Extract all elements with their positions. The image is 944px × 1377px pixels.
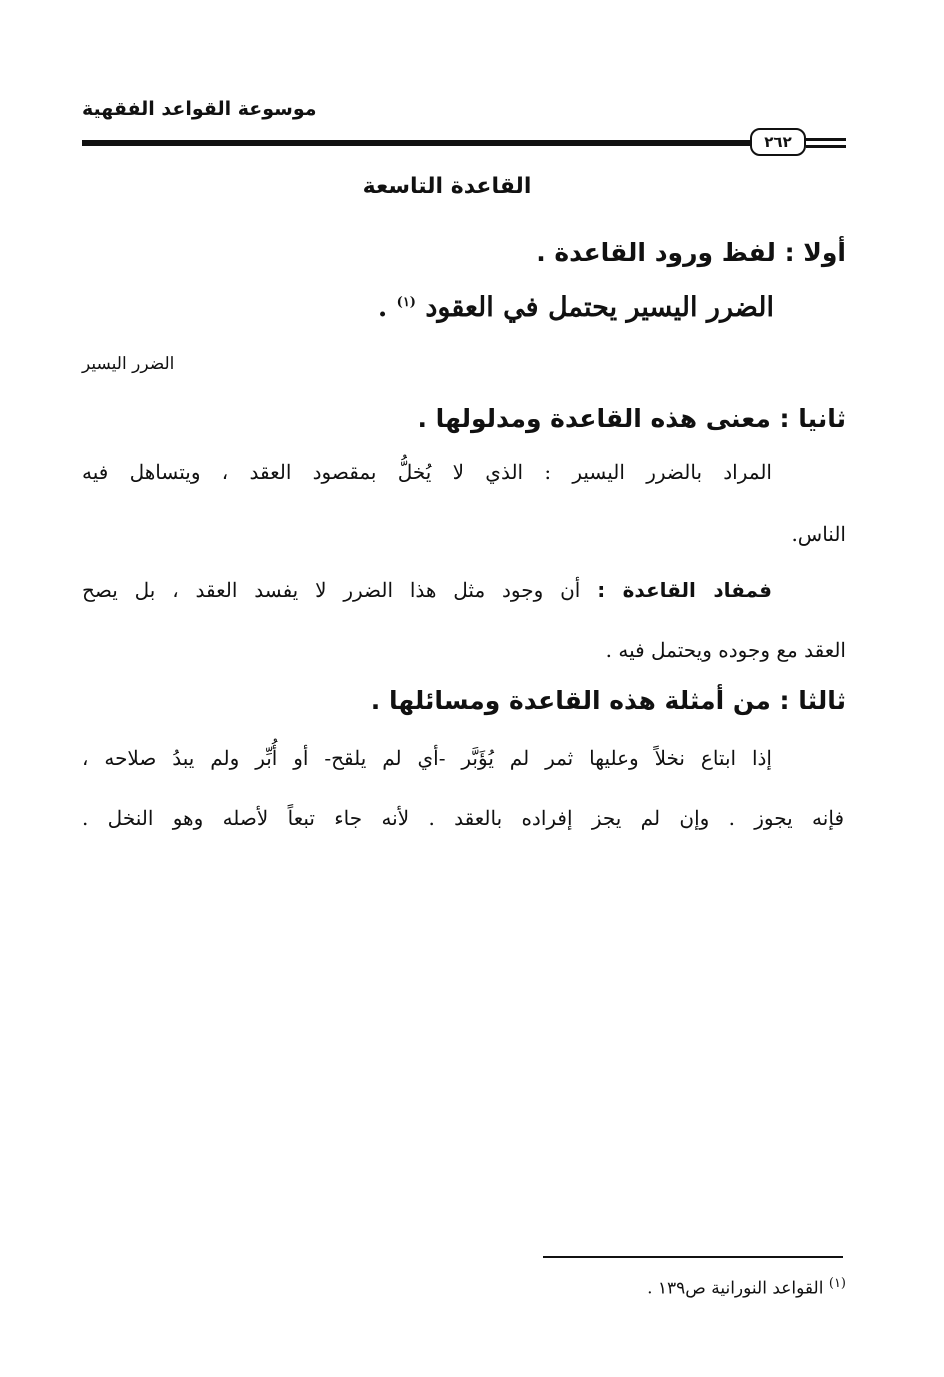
margin-note: الضرر اليسير xyxy=(82,354,175,374)
section-heading-first: أولا : لفظ ورود القاعدة . xyxy=(536,238,846,267)
paragraph-line: العقد مع وجوده ويحتمل فيه . xyxy=(605,638,846,662)
page-number xyxy=(750,128,806,156)
running-title: موسوعة القواعد الفقهية xyxy=(82,98,317,120)
footnote-reference: (١) xyxy=(396,295,416,310)
footnote-rule xyxy=(543,1256,843,1258)
footnote-text: القواعد النورانية ص١٣٩ . xyxy=(647,1278,824,1299)
header-rule xyxy=(82,140,750,146)
paragraph-line-text: أن وجود مثل هذا الضرر لا يفسد العقد ، بل يصح xyxy=(82,578,581,602)
header-rule-right-top xyxy=(806,138,846,141)
paragraph-lead: فمفاد القاعدة : xyxy=(597,578,773,602)
rule-statement xyxy=(378,292,774,323)
header-rule-right-bottom xyxy=(806,145,846,148)
section-heading-third: ثالثا : من أمثلة هذه القاعدة ومسائلها . xyxy=(370,686,846,715)
paragraph-line: المراد بالضرر اليسير : الذي لا يُخلُّ بمقصود العقد ، ويتساهل فيه xyxy=(82,460,772,484)
rule-statement-end: . xyxy=(377,292,388,323)
paragraph-line: الناس. xyxy=(791,522,846,546)
page-number-text: ٢٦٢ xyxy=(764,133,792,151)
paragraph-line: فإنه يجوز . وإن لم يجز إفراده بالعقد . لأنه جاء تبعاً لأصله وهو النخل . xyxy=(82,806,844,830)
paragraph-line xyxy=(82,578,772,602)
rule-title: القاعدة التاسعة xyxy=(362,174,532,199)
paragraph-line: إذا ابتاع نخلاً وعليها ثمر لم يُؤَبَّر -أي لم يلقح- أو أُبِّر ولم يبدُ صلاحه ، xyxy=(82,746,772,770)
rule-statement-text: الضرر اليسير يحتمل في العقود xyxy=(425,292,774,323)
footnote xyxy=(647,1276,846,1299)
section-heading-second: ثانيا : معنى هذه القاعدة ومدلولها . xyxy=(417,404,846,433)
footnote-marker: (١) xyxy=(828,1276,846,1291)
